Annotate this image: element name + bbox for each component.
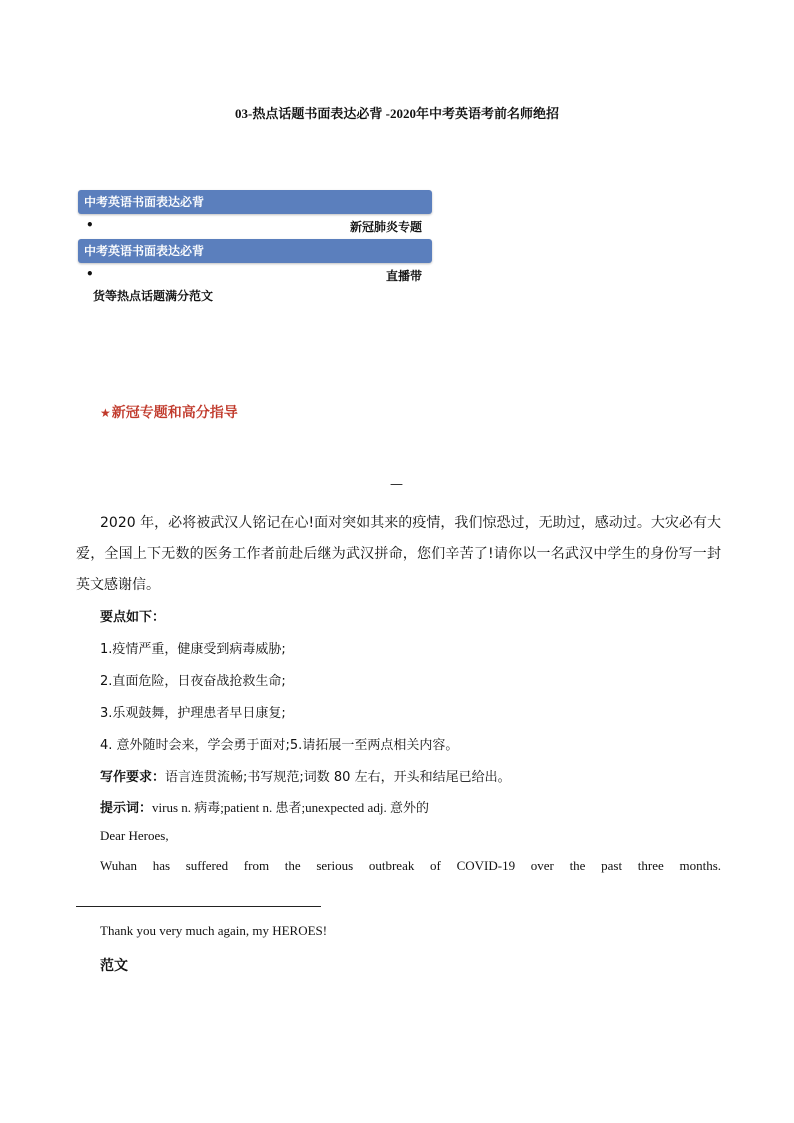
bullet-icon: •: [86, 218, 94, 232]
toc-item-2-label: 直播带: [385, 269, 422, 283]
requirements-text: 语言连贯流畅;书写规范;词数 80 左右，开头和结尾已给出。: [165, 770, 511, 785]
points-heading: 要点如下：: [100, 610, 166, 625]
toc-item-1[interactable]: [86, 216, 422, 238]
intro-paragraph: 2020 年，必将被武汉人铭记在心!面对突如其来的疫情，我们惊恐过，无助过，感动过。大灾必有大爱，全国上下无数的医务工作者前赴后继为武汉拼命，您们辛苦了!请你以一名武汉中学生的身份写一封英文感谢信。: [76, 515, 721, 593]
letter-closing: Thank you very much again, my HEROES!: [100, 923, 328, 938]
writing-requirements: [100, 766, 511, 785]
star-icon: ★: [100, 406, 111, 420]
point-1: 1.疫情严重，健康受到病毒威胁;: [100, 642, 286, 657]
letter-opening: Wuhan has suffered from the serious outbreak of COVID-19 over the past three months.: [100, 858, 721, 873]
point-4-5: 4. 意外随时会来，学会勇于面对;5.请拓展一至两点相关内容。: [100, 738, 459, 753]
hint-text: virus n. 病毒;patient n. 患者;unexpected adj. 意外的: [152, 800, 429, 815]
letter-greeting: Dear Heroes,: [100, 828, 169, 843]
toc-item-2-continuation: 货等热点话题满分范文: [93, 289, 214, 303]
toc-item-1-label: 新冠肺炎专题: [349, 220, 422, 234]
sample-essay-label: 范文: [100, 958, 128, 974]
section-heading-text: 新冠专题和高分指导: [111, 405, 238, 421]
section-heading: [100, 402, 238, 422]
point-3: 3.乐观鼓舞，护理患者早日康复;: [100, 706, 286, 721]
toc-item-2[interactable]: [86, 265, 422, 287]
divider-dash: —: [390, 477, 403, 492]
page-title: 03-热点话题书面表达必背 -2020年中考英语考前名师绝招: [235, 106, 559, 121]
hint-label: 提示词：: [100, 801, 153, 816]
hint-words: [100, 797, 429, 816]
toc-banner-1[interactable]: 中考英语书面表达必背: [78, 190, 432, 214]
requirements-label: 写作要求：: [100, 770, 166, 785]
point-2: 2.直面危险，日夜奋战抢救生命;: [100, 674, 286, 689]
answer-blank-line: [76, 906, 321, 907]
bullet-icon: •: [86, 267, 94, 281]
toc-banner-2[interactable]: 中考英语书面表达必背: [78, 239, 432, 263]
